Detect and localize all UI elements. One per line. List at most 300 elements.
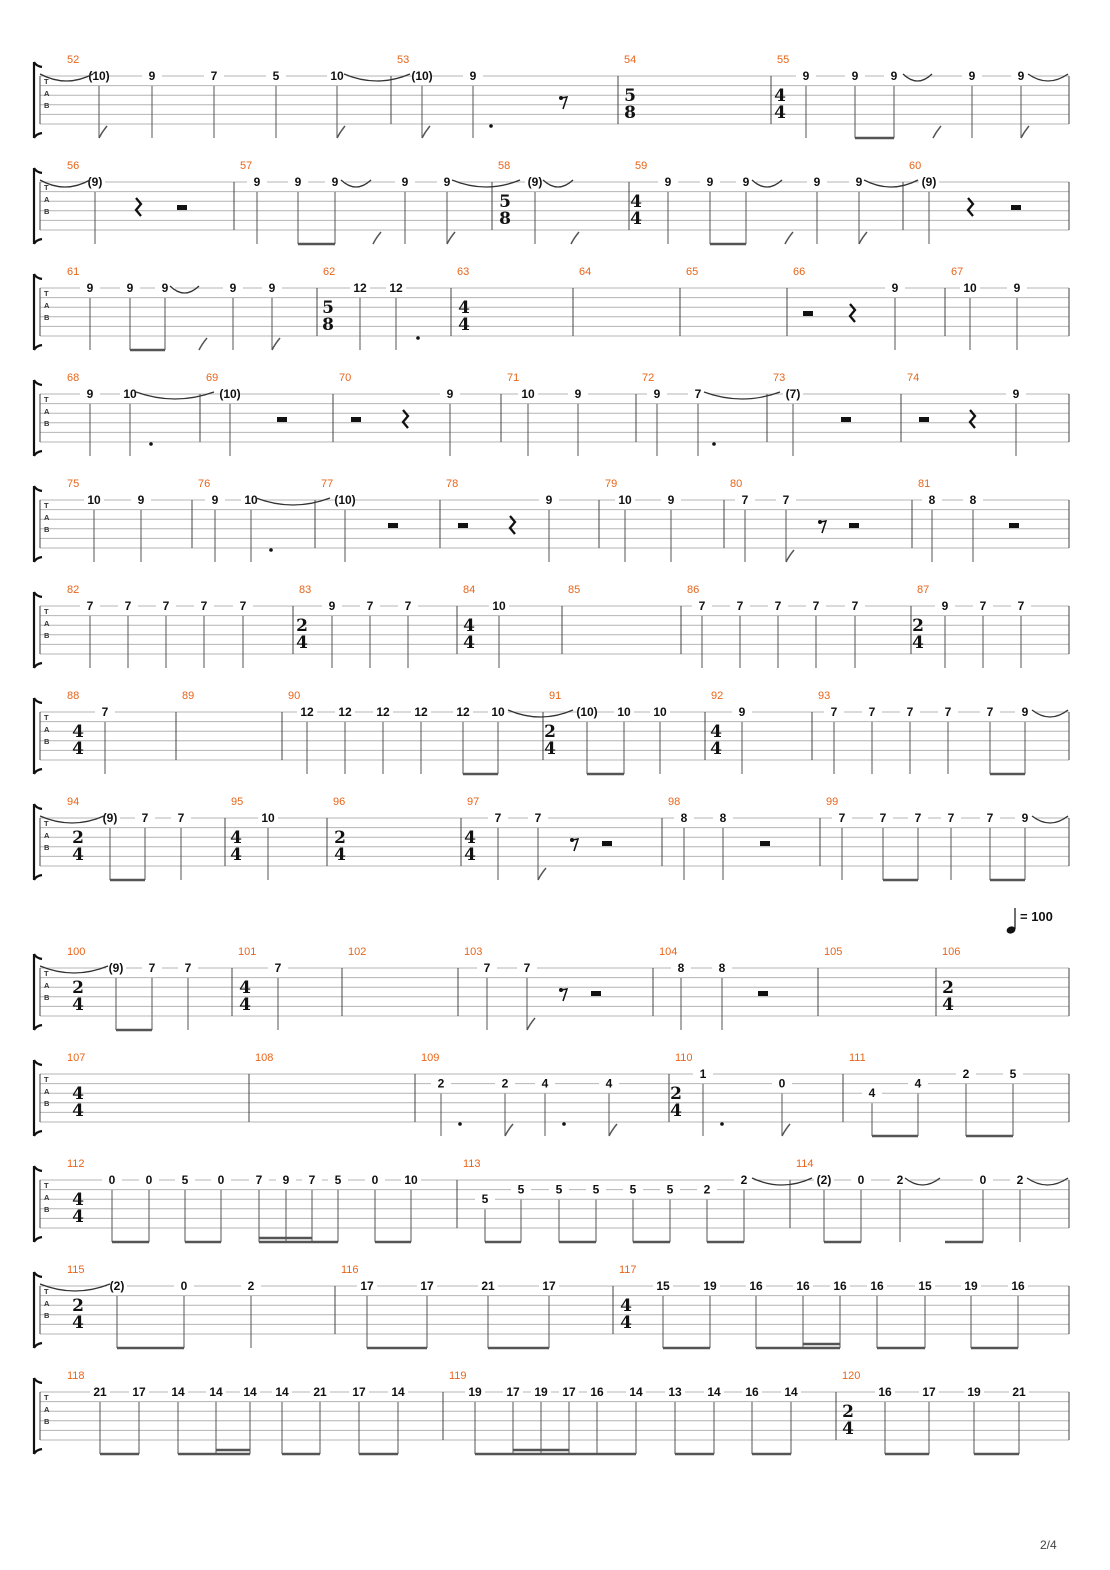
fret-number: 19 xyxy=(964,1279,978,1293)
tie-arc xyxy=(543,180,573,187)
time-signature-top: 2 xyxy=(670,1084,682,1104)
tab-system xyxy=(34,946,1069,1030)
tab-clef-letter: A xyxy=(44,831,50,840)
time-signature-bottom: 4 xyxy=(912,633,924,653)
half-rest xyxy=(602,841,612,846)
measure-number: 114 xyxy=(796,1158,814,1170)
fret-number: 12 xyxy=(389,281,403,295)
tab-clef-letter: A xyxy=(44,725,50,734)
tab-clef-letter: A xyxy=(44,1193,50,1202)
fret-number: 10 xyxy=(404,1173,418,1187)
fret-number: 7 xyxy=(914,811,922,825)
eighth-flag xyxy=(99,126,107,138)
measure-number: 82 xyxy=(67,584,80,596)
fret-number: 9 xyxy=(469,69,477,83)
measure-number: 55 xyxy=(777,54,790,66)
measure-number: 69 xyxy=(206,372,219,384)
measure-number: 112 xyxy=(67,1158,85,1170)
fret-number: 14 xyxy=(275,1385,289,1399)
time-signature-bottom: 8 xyxy=(322,315,334,335)
augmentation-dot xyxy=(712,442,716,446)
measure-number: 74 xyxy=(907,372,920,384)
fret-number: 7 xyxy=(694,387,702,401)
tie-arc xyxy=(1028,74,1068,81)
system-bracket xyxy=(34,486,42,562)
fret-number: 4 xyxy=(868,1086,876,1101)
tab-system xyxy=(34,54,1069,138)
fret-number: 9 xyxy=(161,281,169,295)
system-bracket xyxy=(34,592,42,668)
eighth-flag xyxy=(571,232,579,244)
fret-number: 9 xyxy=(851,69,859,83)
fret-number: 9 xyxy=(331,175,339,189)
measure-number: 96 xyxy=(333,796,346,808)
fret-number: (10) xyxy=(411,69,433,83)
time-signature-top: 5 xyxy=(624,86,636,106)
fret-number: 2 xyxy=(501,1076,509,1091)
tab-system xyxy=(34,478,1069,562)
tab-clef-letter: B xyxy=(44,1417,50,1426)
measure-number: 110 xyxy=(675,1052,693,1064)
fret-number: (10) xyxy=(88,69,110,83)
fret-number: 8 xyxy=(969,493,977,507)
fret-number: 7 xyxy=(879,811,887,825)
half-rest xyxy=(177,205,187,210)
eighth-flag xyxy=(505,1124,513,1136)
eighth-flag xyxy=(199,338,207,350)
tie-arc xyxy=(256,498,330,505)
measure-number: 109 xyxy=(421,1052,440,1064)
fret-number: 7 xyxy=(851,599,859,613)
fret-number: (10) xyxy=(334,493,356,507)
tab-system xyxy=(34,690,1069,774)
fret-number: 7 xyxy=(523,961,531,975)
fret-number: 0 xyxy=(371,1173,379,1187)
fret-number: 17 xyxy=(562,1385,576,1399)
tab-clef-letter: B xyxy=(44,101,50,110)
time-signature-top: 4 xyxy=(239,978,251,998)
fret-number: 8 xyxy=(718,961,726,975)
tab-system xyxy=(34,796,1069,880)
augmentation-dot xyxy=(458,1122,462,1126)
fret-number: 9 xyxy=(802,69,810,83)
tie-arc xyxy=(905,1178,940,1185)
measure-number: 89 xyxy=(182,690,195,702)
eighth-flag xyxy=(422,126,430,138)
half-rest xyxy=(1009,523,1019,528)
fret-number: 7 xyxy=(944,705,952,719)
fret-number: 7 xyxy=(239,599,247,613)
tab-clef-letter: T xyxy=(44,395,49,404)
fret-number: 8 xyxy=(719,811,727,825)
measure-number: 54 xyxy=(624,54,637,66)
fret-number: (2) xyxy=(816,1173,832,1187)
fret-number: 5 xyxy=(517,1182,525,1197)
measure-number: 53 xyxy=(397,54,410,66)
tab-clef-letter: A xyxy=(44,89,50,98)
measure-number: 72 xyxy=(642,372,655,384)
fret-number: (10) xyxy=(219,387,241,401)
tie-arc xyxy=(452,180,520,187)
eighth-flag xyxy=(786,550,794,562)
augmentation-dot xyxy=(720,1122,724,1126)
system-bracket xyxy=(34,168,42,244)
system-bracket xyxy=(34,954,42,1030)
fret-number: 9 xyxy=(738,705,746,719)
measure-number: 87 xyxy=(917,584,930,596)
fret-number: 7 xyxy=(148,961,156,975)
measure-number: 81 xyxy=(918,478,931,490)
fret-number: 21 xyxy=(313,1385,327,1399)
fret-number: 5 xyxy=(629,1182,637,1197)
measure-number: 92 xyxy=(711,690,724,702)
fret-number: 14 xyxy=(209,1385,223,1399)
fret-number: 17 xyxy=(360,1279,374,1293)
measure-number: 102 xyxy=(348,946,367,958)
fret-number: 19 xyxy=(468,1385,482,1399)
fret-number: (7) xyxy=(785,387,801,401)
fret-number: 9 xyxy=(706,175,714,189)
fret-number: (9) xyxy=(102,811,118,825)
tab-clef-letter: T xyxy=(44,1075,49,1084)
measure-number: 107 xyxy=(67,1052,86,1064)
measure-number: 111 xyxy=(849,1052,866,1064)
fret-number: 2 xyxy=(703,1182,711,1197)
time-signature-bottom: 4 xyxy=(239,995,251,1015)
time-signature-top: 5 xyxy=(322,298,334,318)
time-signature-top: 2 xyxy=(296,616,308,636)
fret-number: 17 xyxy=(542,1279,556,1293)
fret-number: 8 xyxy=(680,811,688,825)
fret-number: 7 xyxy=(308,1173,316,1187)
fret-number: 9 xyxy=(664,175,672,189)
fret-number: 7 xyxy=(979,599,987,613)
fret-number: 9 xyxy=(890,69,898,83)
fret-number: 17 xyxy=(420,1279,434,1293)
fret-number: (9) xyxy=(87,175,103,189)
fret-number: 16 xyxy=(796,1279,810,1293)
fret-number: 7 xyxy=(868,705,876,719)
time-signature-top: 4 xyxy=(72,722,84,742)
fret-number: 17 xyxy=(132,1385,146,1399)
measure-number: 118 xyxy=(67,1370,85,1382)
fret-number: 9 xyxy=(401,175,409,189)
tab-clef-letter: T xyxy=(44,501,49,510)
tab-clef-letter: T xyxy=(44,1287,49,1296)
measure-number: 56 xyxy=(67,160,80,172)
fret-number: 0 xyxy=(108,1173,116,1187)
half-rest xyxy=(841,417,851,422)
fret-number: 7 xyxy=(494,811,502,825)
fret-number: 7 xyxy=(1017,599,1025,613)
time-signature-bottom: 4 xyxy=(464,845,476,865)
half-rest xyxy=(351,417,361,422)
fret-number: 9 xyxy=(86,387,94,401)
half-rest xyxy=(591,991,601,996)
measure-number: 77 xyxy=(321,478,334,490)
tie-arc xyxy=(864,180,918,187)
fret-number: 2 xyxy=(437,1076,445,1091)
fret-number: 13 xyxy=(668,1385,682,1399)
fret-number: 7 xyxy=(838,811,846,825)
fret-number: 8 xyxy=(928,493,936,507)
measure-number: 104 xyxy=(659,946,678,958)
measure-number: 93 xyxy=(818,690,831,702)
time-signature-bottom: 4 xyxy=(72,1207,84,1227)
tie-arc xyxy=(752,1178,812,1185)
system-bracket xyxy=(34,1166,42,1242)
augmentation-dot xyxy=(562,1122,566,1126)
tab-clef-letter: A xyxy=(44,619,50,628)
time-signature-bottom: 4 xyxy=(670,1101,682,1121)
half-rest xyxy=(760,841,770,846)
fret-number: 9 xyxy=(574,387,582,401)
fret-number: (10) xyxy=(576,705,598,719)
measure-number: 120 xyxy=(842,1370,861,1382)
fret-number: 9 xyxy=(1013,281,1021,295)
fret-number: 10 xyxy=(330,69,344,83)
tab-system xyxy=(34,1264,1069,1348)
fret-number: 10 xyxy=(261,811,275,825)
tab-clef-letter: B xyxy=(44,207,50,216)
half-rest xyxy=(758,991,768,996)
fret-number: 10 xyxy=(963,281,977,295)
time-signature-top: 4 xyxy=(72,1084,84,1104)
measure-number: 62 xyxy=(323,266,336,278)
measure-number: 95 xyxy=(231,796,244,808)
measure-number: 90 xyxy=(288,690,301,702)
system-bracket xyxy=(34,804,42,880)
fret-number: 7 xyxy=(986,705,994,719)
measure-number: 83 xyxy=(299,584,312,596)
fret-number: 10 xyxy=(492,599,506,613)
fret-number: 5 xyxy=(334,1173,342,1187)
fret-number: 9 xyxy=(211,493,219,507)
fret-number: 12 xyxy=(414,705,428,719)
measure-number: 65 xyxy=(686,266,699,278)
fret-number: 10 xyxy=(617,705,631,719)
half-rest xyxy=(849,523,859,528)
tab-clef-letter: T xyxy=(44,289,49,298)
fret-number: 10 xyxy=(123,387,137,401)
time-signature-top: 4 xyxy=(774,86,786,106)
time-signature-top: 5 xyxy=(499,192,511,212)
fret-number: 14 xyxy=(784,1385,798,1399)
fret-number: 9 xyxy=(1021,811,1029,825)
time-signature-bottom: 4 xyxy=(774,103,786,123)
fret-number: 5 xyxy=(1009,1067,1017,1081)
fret-number: (9) xyxy=(108,961,124,975)
fret-number: 5 xyxy=(592,1182,600,1197)
measure-number: 64 xyxy=(579,266,592,278)
half-rest xyxy=(919,417,929,422)
fret-number: 15 xyxy=(918,1279,932,1293)
fret-number: 15 xyxy=(656,1279,670,1293)
measure-number: 67 xyxy=(951,266,964,278)
measure-number: 105 xyxy=(824,946,843,958)
fret-number: (9) xyxy=(921,175,937,189)
fret-number: 9 xyxy=(968,69,976,83)
fret-number: 9 xyxy=(268,281,276,295)
half-rest xyxy=(803,311,813,316)
fret-number: 17 xyxy=(506,1385,520,1399)
tab-clef-letter: T xyxy=(44,1181,49,1190)
measure-number: 91 xyxy=(549,690,562,702)
measure-number: 115 xyxy=(67,1264,85,1276)
fret-number: 16 xyxy=(745,1385,759,1399)
tab-system xyxy=(34,1158,1069,1242)
tab-clef-letter: A xyxy=(44,301,50,310)
eighth-flag xyxy=(933,126,941,138)
tab-clef-letter: A xyxy=(44,513,50,522)
eighth-flag xyxy=(447,232,455,244)
tab-clef-letter: B xyxy=(44,631,50,640)
fret-number: 10 xyxy=(653,705,667,719)
measure-number: 84 xyxy=(463,584,476,596)
measure-number: 98 xyxy=(668,796,681,808)
tie-arc xyxy=(40,816,104,823)
measure-number: 78 xyxy=(446,478,459,490)
fret-number: 7 xyxy=(986,811,994,825)
eighth-flag xyxy=(782,1124,790,1136)
fret-number: (2) xyxy=(109,1279,125,1293)
fret-number: 8 xyxy=(677,961,685,975)
fret-number: 12 xyxy=(300,705,314,719)
measure-number: 60 xyxy=(909,160,922,172)
time-signature-bottom: 4 xyxy=(72,995,84,1015)
fret-number: 14 xyxy=(171,1385,185,1399)
fret-number: 7 xyxy=(162,599,170,613)
fret-number: 1 xyxy=(699,1067,707,1081)
measure-number: 88 xyxy=(67,690,80,702)
tab-system xyxy=(34,584,1069,668)
fret-number: 7 xyxy=(101,705,109,719)
augmentation-dot xyxy=(149,442,153,446)
tie-arc xyxy=(40,966,108,973)
time-signature-top: 2 xyxy=(842,1402,854,1422)
fret-number: 7 xyxy=(483,961,491,975)
tab-clef-letter: A xyxy=(44,1087,50,1096)
fret-number: 7 xyxy=(366,599,374,613)
page-number: 2/4 xyxy=(1040,1538,1057,1552)
fret-number: 14 xyxy=(629,1385,643,1399)
eighth-flag xyxy=(609,1124,617,1136)
fret-number: 10 xyxy=(521,387,535,401)
fret-number: 9 xyxy=(941,599,949,613)
eighth-flag xyxy=(859,232,867,244)
fret-number: 14 xyxy=(707,1385,721,1399)
system-bracket xyxy=(34,380,42,456)
time-signature-bottom: 4 xyxy=(710,739,722,759)
fret-number: 4 xyxy=(541,1076,549,1091)
fret-number: 2 xyxy=(740,1173,748,1187)
fret-number: 0 xyxy=(217,1173,225,1187)
measure-number: 103 xyxy=(464,946,483,958)
tempo-value: = 100 xyxy=(1020,909,1053,924)
time-signature-bottom: 4 xyxy=(630,209,642,229)
tie-arc xyxy=(341,180,371,187)
fret-number: 9 xyxy=(137,493,145,507)
tab-clef-letter: B xyxy=(44,525,50,534)
fret-number: 7 xyxy=(698,599,706,613)
tab-system xyxy=(34,1052,1069,1136)
fret-number: 9 xyxy=(294,175,302,189)
tab-clef-letter: B xyxy=(44,1311,50,1320)
time-signature-bottom: 4 xyxy=(72,1313,84,1333)
measure-number: 99 xyxy=(826,796,839,808)
fret-number: 5 xyxy=(481,1192,489,1207)
fret-number: 14 xyxy=(243,1385,257,1399)
fret-number: 9 xyxy=(891,281,899,295)
time-signature-top: 2 xyxy=(912,616,924,636)
system-bracket xyxy=(34,698,42,774)
fret-number: 7 xyxy=(184,961,192,975)
time-signature-bottom: 4 xyxy=(458,315,470,335)
fret-number: 14 xyxy=(391,1385,405,1399)
tab-clef-letter: T xyxy=(44,969,49,978)
time-signature-top: 2 xyxy=(544,722,556,742)
time-signature-bottom: 8 xyxy=(624,103,636,123)
fret-number: 7 xyxy=(86,599,94,613)
measure-number: 80 xyxy=(730,478,743,490)
time-signature-top: 4 xyxy=(464,828,476,848)
tab-clef-letter: B xyxy=(44,843,50,852)
fret-number: 21 xyxy=(481,1279,495,1293)
tab-clef-letter: B xyxy=(44,993,50,1002)
measure-number: 85 xyxy=(568,584,581,596)
measure-number: 108 xyxy=(255,1052,274,1064)
fret-number: 4 xyxy=(914,1076,922,1091)
augmentation-dot xyxy=(416,336,420,340)
fret-number: 12 xyxy=(456,705,470,719)
measure-number: 100 xyxy=(67,946,86,958)
time-signature-bottom: 4 xyxy=(334,845,346,865)
augmentation-dot xyxy=(269,548,273,552)
tab-clef-letter: T xyxy=(44,607,49,616)
eighth-flag xyxy=(538,868,546,880)
half-rest xyxy=(388,523,398,528)
fret-number: 9 xyxy=(282,1173,290,1187)
tie-arc xyxy=(508,710,573,717)
fret-number: 9 xyxy=(545,493,553,507)
fret-number: 12 xyxy=(353,281,367,295)
time-signature-bottom: 4 xyxy=(620,1313,632,1333)
measure-number: 71 xyxy=(507,372,520,384)
measure-number: 106 xyxy=(942,946,961,958)
fret-number: 9 xyxy=(446,387,454,401)
eighth-flag xyxy=(1021,126,1029,138)
fret-number: 0 xyxy=(180,1279,188,1293)
tab-clef-letter: A xyxy=(44,195,50,204)
fret-number: 5 xyxy=(181,1173,189,1187)
fret-number: 7 xyxy=(741,493,749,507)
fret-number: 5 xyxy=(555,1182,563,1197)
system-bracket xyxy=(34,1060,42,1136)
eighth-flag xyxy=(272,338,280,350)
fret-number: 7 xyxy=(255,1173,263,1187)
tie-arc xyxy=(752,180,782,187)
measure-number: 79 xyxy=(605,478,618,490)
time-signature-bottom: 4 xyxy=(544,739,556,759)
fret-number: 9 xyxy=(86,281,94,295)
time-signature-bottom: 4 xyxy=(463,633,475,653)
tie-arc xyxy=(704,392,780,399)
fret-number: 7 xyxy=(124,599,132,613)
fret-number: 2 xyxy=(896,1173,904,1187)
fret-number: 12 xyxy=(338,705,352,719)
tab-clef-letter: B xyxy=(44,1099,50,1108)
tab-clef-letter: B xyxy=(44,313,50,322)
